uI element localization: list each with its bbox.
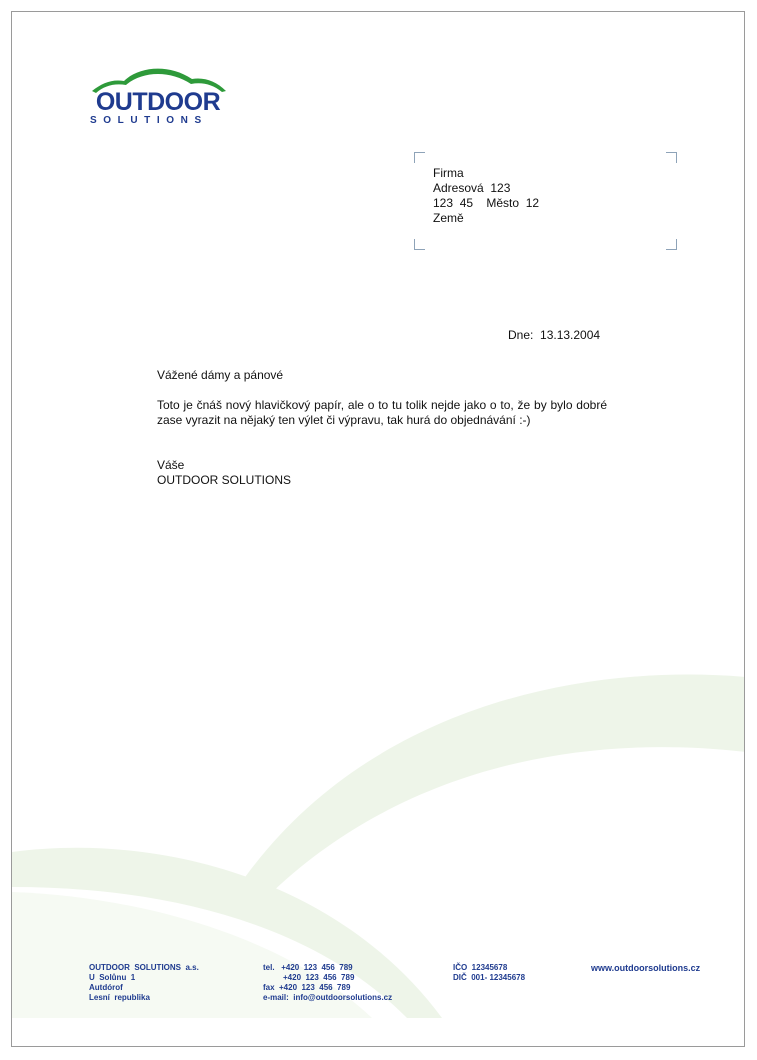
- address-line-street: Adresová 123: [433, 181, 511, 195]
- background-swoosh-graphic: [12, 12, 745, 1047]
- logo-subtitle: SOLUTIONS: [90, 115, 208, 126]
- footer-company-address: [89, 963, 199, 1003]
- address-line-company: Firma: [433, 166, 464, 180]
- address-window-corner-bottom-left: [414, 239, 425, 250]
- letter-closing: Váše: [157, 458, 185, 472]
- company-logo: [88, 65, 228, 137]
- footer-email: e-mail: info@outdoorsolutions.cz: [263, 993, 393, 1002]
- footer-tel-1: tel. +420 123 456 789: [263, 963, 353, 972]
- letter-paragraph: Toto je čnáš nový hlavičkový papír, ale o to tu tolik nejde jako o to, že by bylo dobré zase vyrazit na nějaký ten výlet či výpravu, tak hurá do objednávání :-): [157, 398, 607, 427]
- footer-tel-2: +420 123 456 789: [263, 973, 355, 982]
- letter-date: Dne: 13.13.2004: [508, 328, 601, 342]
- address-window-corner-top-right: [666, 152, 677, 163]
- letter-signature: OUTDOOR SOLUTIONS: [157, 473, 292, 487]
- footer-website: www.outdoorsolutions.cz: [591, 963, 701, 973]
- address-line-country: Země: [433, 211, 464, 225]
- address-window-corner-top-left: [414, 152, 425, 163]
- footer-street: U Solůnu 1: [89, 973, 136, 982]
- footer-city: Autdórof: [89, 983, 123, 992]
- letter-greeting: Vážené dámy a pánové: [157, 368, 284, 382]
- footer-country: Lesní republika: [89, 993, 150, 1002]
- logo-wordmark: OUTDOOR: [95, 88, 221, 116]
- footer-fax: fax +420 123 456 789: [263, 983, 351, 992]
- letter-signature-block: [157, 458, 607, 488]
- address-window-corner-bottom-right: [666, 239, 677, 250]
- footer-contact: [263, 963, 392, 1003]
- recipient-address: [433, 166, 539, 226]
- footer-dic: DIČ 001- 12345678: [453, 973, 526, 982]
- address-line-city: 123 45 Město 12: [433, 196, 540, 210]
- footer-company-name: OUTDOOR SOLUTIONS a.s.: [89, 963, 199, 972]
- footer-company-ids: [453, 963, 525, 983]
- letter-body: [157, 368, 607, 488]
- footer-ico: IČO 12345678: [453, 963, 508, 972]
- letterhead-page: [11, 11, 745, 1047]
